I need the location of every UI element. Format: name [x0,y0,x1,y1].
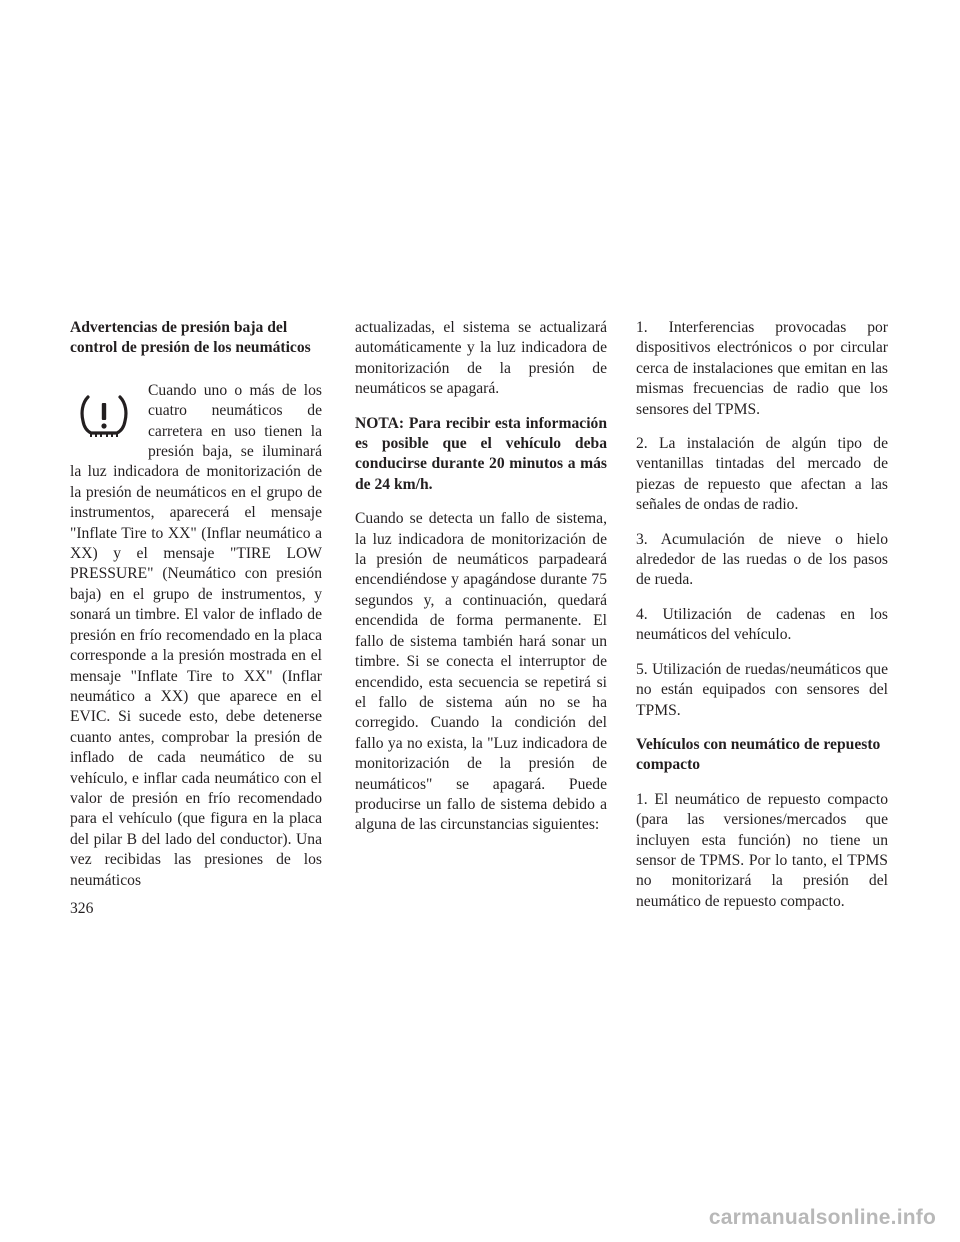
note-paragraph: NOTA: Para recibir esta información es posible que el vehículo deba conducirse durante 20 minutos a más de 24 km/h. [355,414,607,493]
list-item: 1. Interferencias provocadas por dispositivos electrónicos o por circular cerca de instalaciones que emitan en las mismas frecuencias de radio que los sensores del TPMS. [636,319,888,418]
column-left [70,318,322,905]
list-item: 3. Acumulación de nieve o hielo alrededor de las ruedas o de los pasos de rueda. [636,530,888,589]
continued-paragraph: actualizadas, el sistema se actualizará automáticamente y la luz indicadora de monitorización de la presión de neumáticos se apagará. [355,319,607,398]
watermark: carmanualsonline.info [708,1206,936,1229]
list-item: 2. La instalación de algún tipo de ventanillas tintadas del mercado de piezas de repuesto que afectan a las señales de ondas de radio. [636,435,888,514]
spare-tire-paragraph: 1. El neumático de repuesto compacto (para las versiones/mercados que incluyen esta función) no tiene un sensor de TPMS. Por lo tanto, el TPMS no monitorizará la presión del neumático de repuesto compacto. [636,790,888,910]
column-right [636,318,888,926]
column-middle [355,318,607,850]
spare-tire-subheading: Vehículos con neumático de repuesto compacto [636,735,881,774]
warning-paragraph: Cuando uno o más de los cuatro neumáticos de carretera en uso tienen la presión baja, se iluminará la luz indicadora de monitorización de la presión de neumáticos en el grupo de instrumentos, aparecerá el mensaje "Inflate Tire to XX" (Inflar neumático a XX) y el mensaje "TIRE LOW PRESSURE" (Neumático con presión baja) en el grupo de instrumentos, y sonará un timbre. El valor de inflado de presión en frío recomendado en la placa corresponde a la presión mostrada en el mensaje "Inflate Tire to XX" (Inflar neumático a XX) que aparece en el EVIC. Si sucede esto, debe detenerse cuanto antes, comprobar la presión de inflado de cada neumático de su vehículo, e inflar cada neumático con el valor de presión en frío recomendado para el vehículo (que figura en la placa del pilar B del lado del conductor). Una vez recibidas las presiones de los neumáticos [70,381,322,889]
list-item: 5. Utilización de ruedas/neumáticos que no están equipados con sensores del TPMS. [636,660,888,719]
warning-block [70,381,322,891]
system-fault-paragraph: Cuando se detecta un fallo de sistema, la luz indicadora de monitorización de la presión de neumáticos parpadeará encendiéndose y apagándose durante 75 segundos y, a continuación, quedará encendida de forma permanente. El fallo de sistema también hará sonar un timbre. Si se conecta el interruptor de encendido, esta secuencia se repetirá si el fallo de sistema aún no se ha corregido. Cuando la condición del fallo ya no exista, la "Luz indicadora de monitorización de la presión de neumáticos" se apagará. Puede producirse un fallo de sistema debido a alguna de las circunstancias siguientes: [355,510,607,834]
tire-pressure-warning-icon [78,391,130,439]
section-heading: Advertencias de presión baja del control de presión de los neumáticos [70,319,311,357]
list-item: 4. Utilización de cadenas en los neumáticos del vehículo. [636,605,888,644]
page-number: 326 [70,900,94,917]
